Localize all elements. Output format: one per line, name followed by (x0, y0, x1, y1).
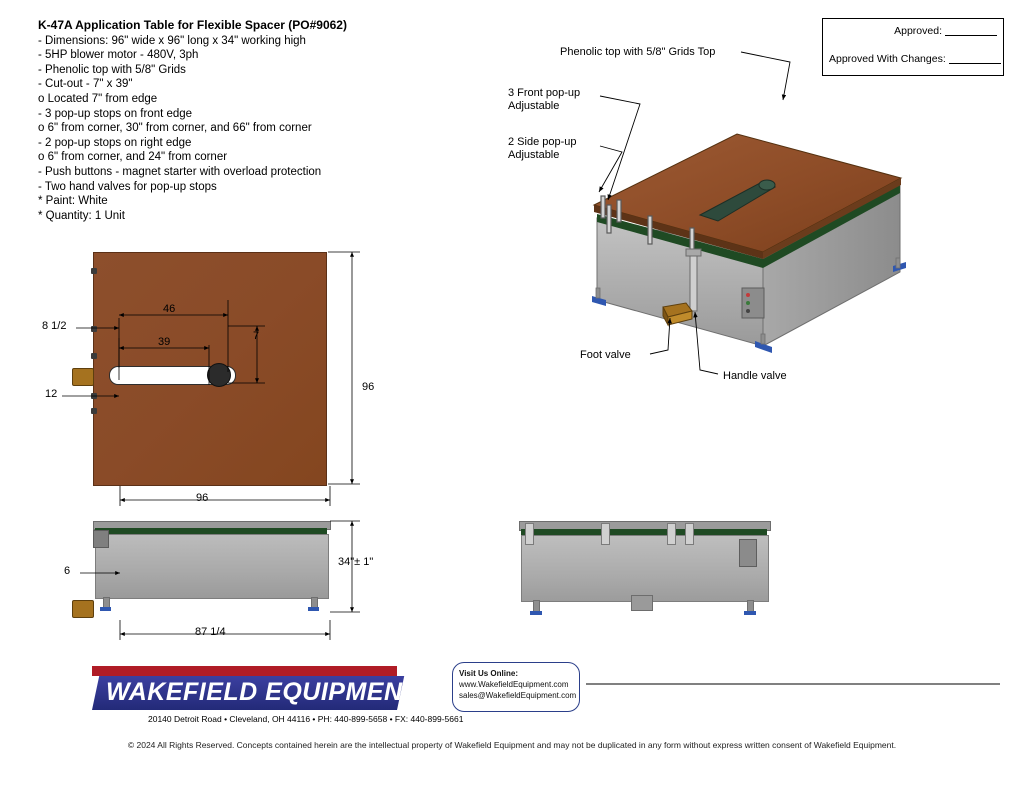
dim-front-height: 34"± 1" (338, 556, 374, 568)
side-foot-pad (530, 611, 542, 615)
side-foot-pad (744, 611, 756, 615)
side-cabinet-body (521, 535, 769, 602)
side-elevation-view (519, 521, 769, 621)
company-address: 20140 Detroit Road • Cleveland, OH 44116 • PH: 440-899-5658 • FX: 440-899-5661 (148, 714, 464, 724)
front-foot-pad (100, 607, 111, 611)
dim-left-8-1-2: 8 1/2 (42, 320, 67, 332)
spec-title: K-47A Application Table for Flexible Spacer (PO#9062) (38, 18, 347, 32)
logo-red-bar (92, 666, 397, 676)
callout-phenolic-top: Phenolic top with 5/8" Grids Top (560, 46, 716, 58)
callout-handle-valve: Handle valve (723, 370, 787, 382)
spec-line: - 5HP blower motor - 480V, 3ph (38, 49, 199, 62)
side-popup-stop (685, 523, 694, 545)
company-logo (92, 666, 464, 724)
spec-line: o Located 7" from edge (38, 92, 158, 105)
callout-front-popup-line2: Adjustable (508, 100, 560, 112)
approved-label: Approved: (894, 25, 942, 37)
spec-line: - Dimensions: 96" wide x 96" long x 34" working high (38, 34, 306, 47)
copyright-notice: © 2024 All Rights Reserved. Concepts contained herein are the intellectual property of Wakefield Equipment and may not be duplicated in any form without express written consent of Wakefield Equipment. (127, 740, 897, 750)
isometric-assembly-view (592, 134, 906, 353)
dim-top-7: 7 (253, 330, 260, 342)
leader-phenolic-top (741, 52, 790, 100)
approved-with-changes-label: Approved With Changes: (829, 53, 946, 65)
approved-with-changes-signature-line[interactable] (949, 63, 1001, 64)
callout-side-popup-line2: Adjustable (508, 149, 560, 161)
side-control-panel (739, 539, 757, 567)
plan-popup-stop (91, 353, 97, 359)
spec-line: - Push buttons - magnet starter with overload protection (38, 165, 322, 178)
dim-front-6: 6 (64, 565, 71, 577)
approval-box (822, 18, 1004, 76)
plan-view-table-top (93, 252, 327, 486)
dim-top-39: 39 (158, 336, 171, 348)
dim-left-12: 12 (45, 388, 58, 400)
visit-email-link[interactable]: sales@WakefieldEquipment.com (459, 691, 577, 700)
side-popup-stop (601, 523, 610, 545)
spec-line: o 6" from corner, 30" from corner, and 66" from corner (38, 122, 312, 135)
side-popup-stop (525, 523, 534, 545)
spec-line: - Two hand valves for pop-up stops (38, 180, 217, 193)
logo-wordmark: WAKEFIELD EQUIPMENT (106, 678, 419, 706)
approved-with-changes-row (829, 53, 1001, 65)
spec-line: * Paint: White (38, 195, 108, 208)
front-control-box (93, 530, 109, 548)
spec-line: - Phenolic top with 5/8" Grids (38, 63, 186, 76)
plan-popup-stop (91, 326, 97, 332)
side-center-valve-box (631, 595, 653, 611)
visit-title: Visit Us Online: (459, 669, 518, 678)
front-cabinet-body (95, 534, 329, 599)
plan-popup-stop (91, 268, 97, 274)
callout-side-popup-line1: 2 Side pop-up (508, 136, 577, 148)
front-foot-valve (72, 600, 94, 618)
approved-row (894, 25, 997, 37)
plan-foot-valve (72, 368, 94, 386)
plan-popup-stop (91, 408, 97, 414)
callout-front-popup-line1: 3 Front pop-up (508, 87, 581, 99)
plan-popup-stop (91, 393, 97, 399)
spec-line: - 3 pop-up stops on front edge (38, 107, 193, 120)
side-popup-stop (667, 523, 676, 545)
front-elevation-view (93, 521, 329, 616)
dim-top-46: 46 (163, 303, 176, 315)
visit-us-online-box (452, 662, 580, 712)
leader-side-popup (599, 146, 622, 192)
plan-cutout-end-cap (207, 363, 231, 387)
visit-website-link[interactable]: www.WakefieldEquipment.com (459, 680, 569, 689)
approved-signature-line[interactable] (945, 35, 997, 36)
spec-line: - 2 pop-up stops on right edge (38, 136, 192, 149)
specification-block (38, 18, 438, 223)
front-foot-pad (308, 607, 319, 611)
dim-bottom-96: 96 (196, 492, 209, 504)
leader-handle-valve (695, 312, 718, 374)
leader-foot-valve (650, 318, 670, 354)
leader-front-popup (600, 96, 640, 200)
dim-front-width: 87 1/4 (195, 626, 226, 638)
spec-line: o 6" from corner, and 24" from corner (38, 151, 228, 164)
spec-line: * Quantity: 1 Unit (38, 209, 125, 222)
spec-line: - Cut-out - 7" x 39" (38, 78, 133, 91)
callout-foot-valve: Foot valve (580, 349, 631, 361)
dim-right-96: 96 (362, 381, 375, 393)
